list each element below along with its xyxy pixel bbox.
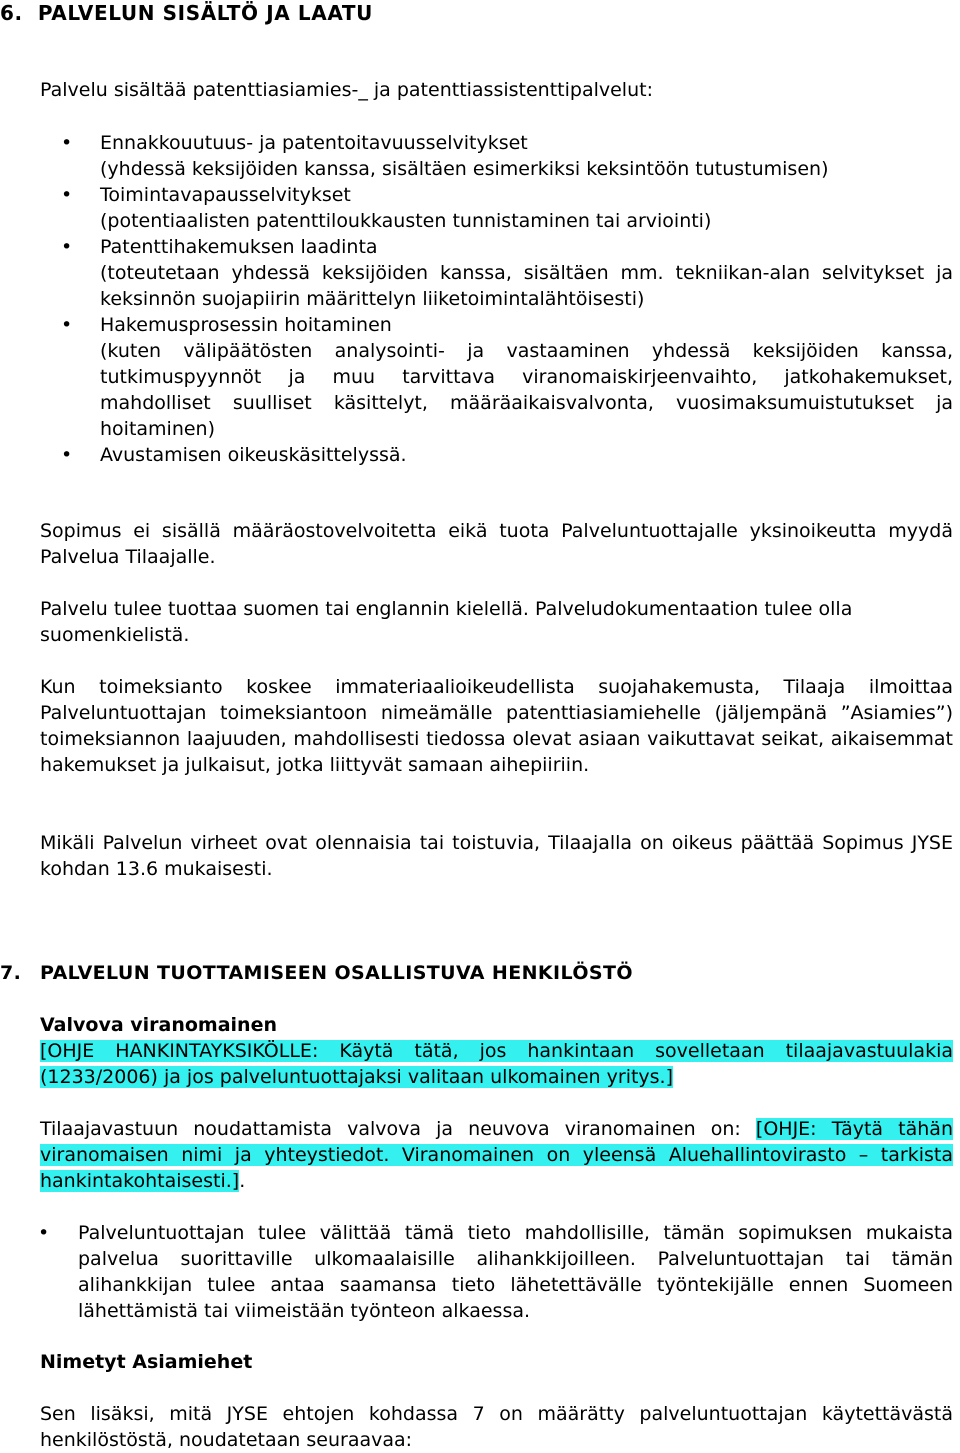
section-7-title: PALVELUN TUOTTAMISEEN OSALLISTUVA HENKILÖSTÖ	[40, 962, 633, 984]
paragraph	[40, 1116, 953, 1194]
list-item-detail: (kuten välipäätösten analysointi- ja vastaaminen yhdessä keksijöiden kanssa, tutkimuspyynnöt ja muu tarvittava viranomaiskirjeenvaihto, jatkohakemukset, mahdolliset suulliset käsittelyt, määräaikaisvalvonta, vuosimaksumuistutukset ja hoitaminen)	[100, 340, 953, 440]
paragraph: Sopimus ei sisällä määräostovelvoitetta eikä tuota Palveluntuottajalle yksinoikeutta myydä Palvelua Tilaajalle.	[40, 520, 953, 568]
paragraph: Kun toimeksianto koskee immateriaalioikeudellista suojahakemusta, Tilaaja ilmoittaa Palveluntuottajan toimeksiantoon nimeämälle patenttiasiamiehelle (jäljempänä ”Asiamies”) toimeksiannon laajuuden, mahdollisesti tiedossa olevat asiaan vaikuttavat seikat, aikaisemmat hakemukset ja julkaisut, jotka liittyvät samaan aihepiiriin.	[40, 676, 953, 776]
list-item-title: Avustamisen oikeuskäsittelyssä.	[100, 444, 407, 466]
paragraph: Palvelu tulee tuottaa suomen tai englannin kielellä. Palveludokumentaation tulee olla suomenkielistä.	[40, 598, 853, 646]
bullet-icon: •	[61, 314, 73, 336]
section-7-number: 7.	[0, 962, 22, 984]
highlighted-instruction: [OHJE: Täytä tähän viranomaisen nimi ja yhteystiedot. Viranomainen on yleensä Aluehallintovirasto – tarkista hankintakohtaisesti.]	[40, 1118, 953, 1192]
list-item	[40, 442, 953, 468]
list-item-detail: (toteutetaan yhdessä keksijöiden kanssa, sisältäen mm. tekniikan-alan selvitykset ja keksinnön suojapiirin määrittelyn liiketoimintalähtöisesti)	[100, 262, 953, 310]
list-item-title: Patenttihakemuksen laadinta	[100, 236, 378, 258]
list-item-text: Palveluntuottajan tulee välittää tämä tieto mahdollisille, tämän sopimuksen mukaista palvelua suorittaville ulkomaalaisille alihankkijoilleen. Palveluntuottajan tai tämän alihankkijan tulee antaa saamansa tieto lähetettävälle työntekijälle ennen Suomeen lähettämistä tai viimeistään työnteon alkaessa.	[78, 1222, 953, 1322]
list-item-title: Hakemusprosessin hoitaminen	[100, 314, 392, 336]
services-list	[40, 130, 953, 468]
subheading-valvova-viranomainen: Valvova viranomainen	[40, 1014, 277, 1036]
list-item-detail: (yhdessä keksijöiden kanssa, sisältäen esimerkiksi keksintöön tutustumisen)	[100, 158, 829, 180]
bullet-icon: •	[61, 444, 73, 466]
authority-text-end: .	[239, 1170, 246, 1192]
bullet-icon: •	[38, 1222, 50, 1244]
bullet-icon: •	[61, 236, 73, 258]
list-item	[40, 130, 953, 182]
list-item	[40, 1220, 953, 1324]
authority-text: Tilaajavastuun noudattamista valvova ja neuvova viranomainen on:	[40, 1118, 756, 1140]
list-item	[40, 234, 953, 312]
section-6-heading: 6. PALVELUN SISÄLTÖ JA LAATU	[0, 1, 373, 25]
highlighted-instruction: [OHJE HANKINTAYKSIKÖLLE: Käytä tätä, jos hankintaan sovelletaan tilaajavastuulakia (1233/2006) ja jos palveluntuottajaksi valitaan ulkomainen yritys.]	[40, 1040, 953, 1088]
list-item	[40, 312, 953, 442]
section-6-intro: Palvelu sisältää patenttiasiamies-_ ja patenttiassistenttipalvelut:	[40, 79, 653, 101]
instruction-note	[40, 1038, 953, 1090]
subheading-nimetyt-asiamiehet: Nimetyt Asiamiehet	[40, 1351, 253, 1373]
paragraph: Mikäli Palvelun virheet ovat olennaisia tai toistuvia, Tilaajalla on oikeus päättää Sopimus JYSE kohdan 13.6 mukaisesti.	[40, 832, 953, 880]
section-7-heading	[0, 960, 633, 986]
list-item-title: Ennakkouutuus- ja patentoitavuusselvitykset	[100, 132, 528, 154]
paragraph: Sen lisäksi, mitä JYSE ehtojen kohdassa 7 on määrätty palveluntuottajan käytettävästä henkilöstöstä, noudatetaan seuraavaa:	[40, 1403, 953, 1451]
bullet-icon: •	[61, 184, 73, 206]
list-item-detail: (potentiaalisten patenttiloukkausten tunnistaminen tai arviointi)	[100, 210, 712, 232]
list-item	[40, 182, 953, 234]
list-item-title: Toimintavapausselvitykset	[100, 184, 351, 206]
bullet-icon: •	[61, 132, 73, 154]
